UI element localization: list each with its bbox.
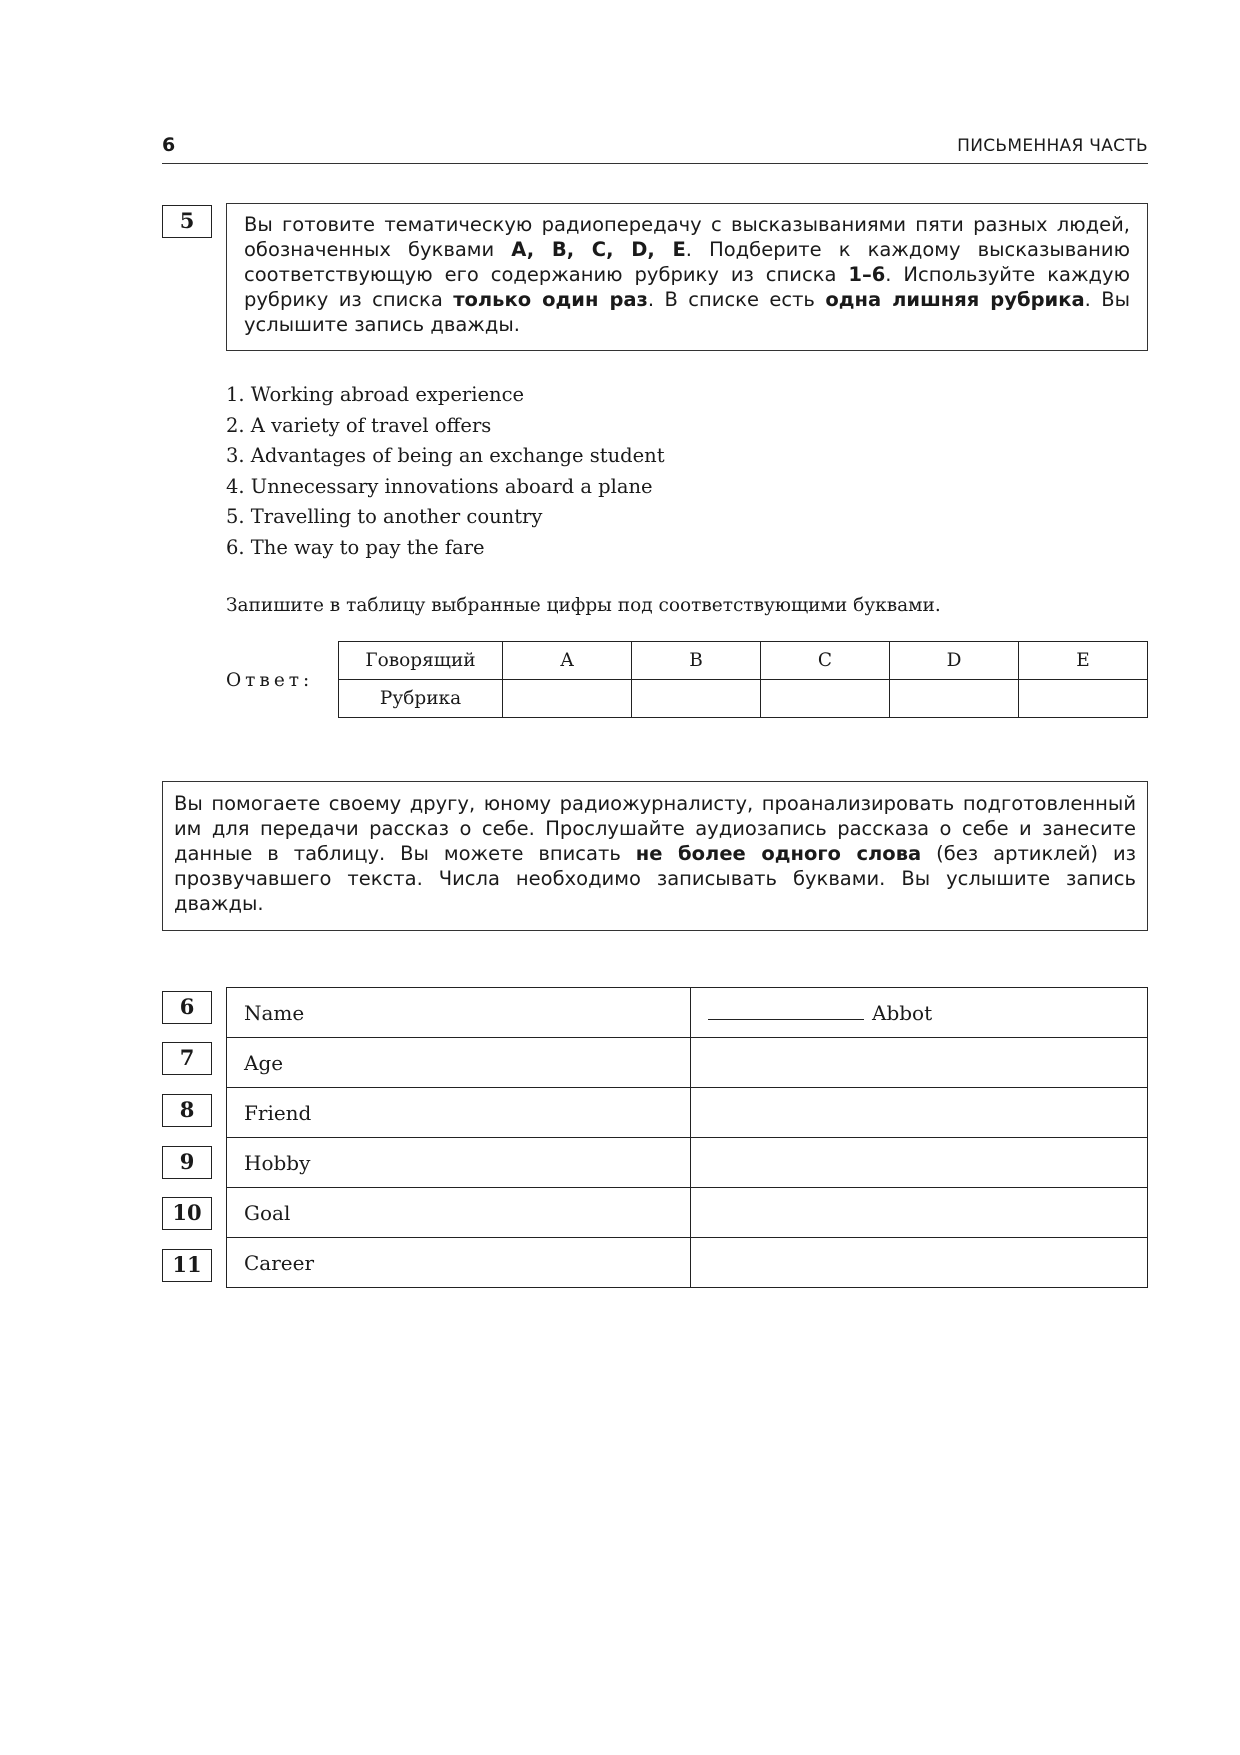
table-row [227, 1238, 1148, 1288]
table-row [227, 1138, 1148, 1188]
surname-text: Abbot [872, 1000, 933, 1025]
answer-cell[interactable] [890, 680, 1019, 718]
list-item: 2. A variety of travel offers [226, 413, 492, 437]
task-number-11: 11 [162, 1249, 212, 1282]
letter-cell: D [890, 642, 1019, 680]
task5-instruction: Вы готовите тематическую радиопередачу с высказываниями пяти разных людей, обозначенных буквами A, B, C, D, E. Подберите к каждому высказыванию соответствующую его содержанию рубрику из списка 1–6. Используйте каждую рубрику из списка только один раз. В списке есть одна лишняя рубрика. Вы услышите запись дважды. [226, 203, 1148, 351]
task6-11-instruction: Вы помогаете своему другу, юному радиожурналисту, проанализировать подготовленный им для передачи рассказ о себе. Прослушайте аудиозапись рассказа о себе и занесите данные в таблицу. Вы можете вписать не более одного слова (без артиклей) из прозвучавшего текста. Числа необходимо записывать буквами. Вы услышите запись дважды. [162, 781, 1148, 931]
row-label: Career [227, 1238, 691, 1288]
rubric-list [226, 380, 665, 563]
row-value[interactable] [691, 1188, 1148, 1238]
list-item: 1. Working abroad experience [226, 383, 525, 406]
table-row [339, 642, 1148, 680]
row-label: Name [227, 988, 691, 1038]
list-item: 5. Travelling to another country [226, 505, 543, 528]
row-value[interactable] [691, 1038, 1148, 1088]
header-divider [162, 163, 1148, 164]
table-row [339, 680, 1148, 718]
table-row [227, 1038, 1148, 1088]
info-table [226, 987, 1148, 1288]
task-number-5: 5 [162, 205, 212, 238]
row-value[interactable] [691, 988, 1148, 1038]
task-number-8: 8 [162, 1094, 212, 1127]
letter-cell: A [503, 642, 632, 680]
letter-cell: E [1019, 642, 1148, 680]
answer-cell[interactable] [503, 680, 632, 718]
list-item: 6. The way to pay the fare [226, 535, 485, 559]
list-item: 3. Advantages of being an exchange student [226, 444, 665, 467]
table-row [227, 1188, 1148, 1238]
answer-cell[interactable] [761, 680, 890, 718]
task-number-9: 9 [162, 1146, 212, 1179]
write-instruction: Запишите в таблицу выбранные цифры под соответствующими буквами. [226, 595, 941, 616]
speaker-header: Говорящий [339, 642, 503, 680]
answer-label: Ответ: [226, 670, 314, 691]
row-label: Hobby [227, 1138, 691, 1188]
rubric-header: Рубрика [339, 680, 503, 718]
answer-cell[interactable] [1019, 680, 1148, 718]
task-number-10: 10 [162, 1197, 212, 1230]
answer-blank[interactable] [708, 1001, 864, 1020]
letter-cell: C [761, 642, 890, 680]
answer-table [338, 641, 1148, 718]
table-row [227, 988, 1148, 1038]
task-number-6: 6 [162, 991, 212, 1024]
letter-cell: B [632, 642, 761, 680]
row-value[interactable] [691, 1238, 1148, 1288]
answer-cell[interactable] [632, 680, 761, 718]
list-item: 4. Unnecessary innovations aboard a plane [226, 474, 653, 498]
row-value[interactable] [691, 1088, 1148, 1138]
row-value[interactable] [691, 1138, 1148, 1188]
table-row [227, 1088, 1148, 1138]
row-label: Goal [227, 1188, 691, 1238]
running-head: ПИСЬМЕННАЯ ЧАСТЬ [957, 136, 1148, 156]
page-number: 6 [162, 134, 176, 156]
row-label: Age [227, 1038, 691, 1088]
row-label: Friend [227, 1088, 691, 1138]
task-number-7: 7 [162, 1042, 212, 1075]
